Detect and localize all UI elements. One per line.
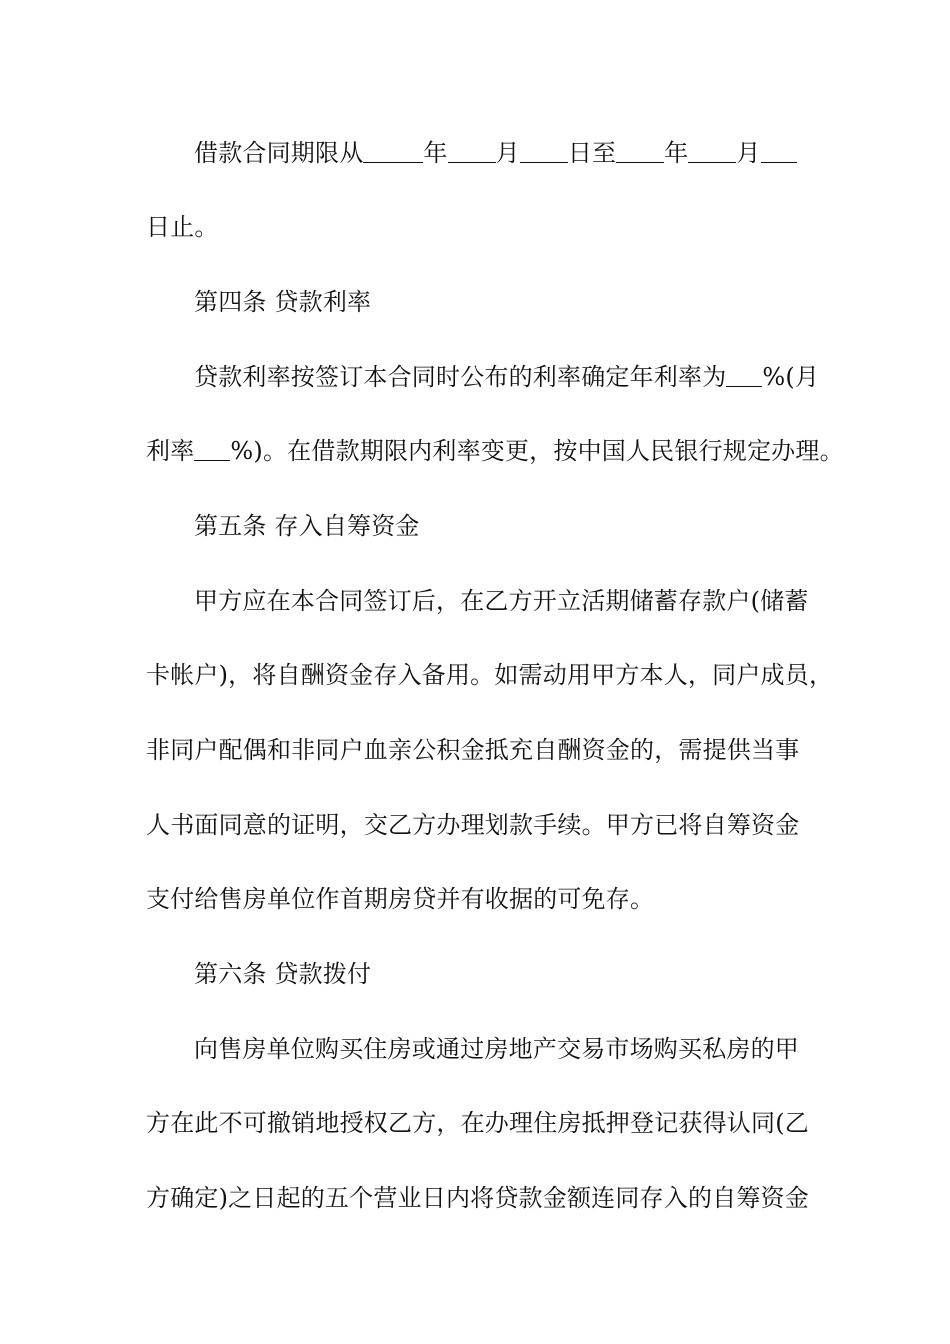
text-segment: 月 [736,139,761,167]
text-segment: 利率 [146,437,195,465]
blank-month-end [688,140,736,163]
paragraph-line: 卡帐户)，将自酬资金存入备用。如需动用甲方本人，同户成员， [146,661,834,689]
blank-annual-rate [726,364,762,387]
paragraph-line: 日止。 [146,213,219,241]
blank-monthly-rate [194,438,230,461]
text-segment: 年 [423,139,448,167]
interest-rate-line-2 [146,436,844,466]
paragraph-line: 人书面同意的证明，交乙方办理划款手续。甲方已将自筹资金 [146,811,800,839]
paragraph-line: 方在此不可撤销地授权乙方，在办理住房抵押登记获得认同(乙 [146,1109,809,1137]
blank-month-start [448,140,496,163]
interest-rate-line [194,362,864,392]
paragraph-line: 向售房单位购买住房或通过房地产交易市场购买私房的甲 [194,1035,799,1063]
blank-year-start [363,140,423,163]
text-segment: 借款合同期限从 [194,139,364,167]
article-heading-5: 第五条 存入自筹资金 [194,512,420,540]
article-heading-4: 第四条 贷款利率 [194,288,372,316]
blank-year-end [616,140,664,163]
paragraph-line: 甲方应在本合同签订后，在乙方开立活期储蓄存款户(储蓄 [194,587,809,615]
paragraph-line: 非同户配偶和非同户血亲公积金抵充自酬资金的，需提供当事 [146,736,800,764]
text-segment: %(月 [762,363,820,391]
loan-term-line [194,138,864,168]
blank-day-end [761,140,797,163]
article-heading-6: 第六条 贷款拨付 [194,960,372,988]
text-segment: 贷款利率按签订本合同时公布的利率确定年利率为 [194,363,727,391]
text-segment: %)。在借款期限内利率变更，按中国人民银行规定办理。 [230,437,844,465]
text-segment: 月 [495,139,520,167]
text-segment: 年 [664,139,689,167]
paragraph-line: 支付给售房单位作首期房贷并有收据的可免存。 [146,885,655,913]
paragraph-line: 方确定)之日起的五个营业日内将贷款金额连同存入的自筹资金 [146,1184,809,1212]
blank-day-start [520,140,568,163]
text-segment: 日至 [567,139,617,167]
